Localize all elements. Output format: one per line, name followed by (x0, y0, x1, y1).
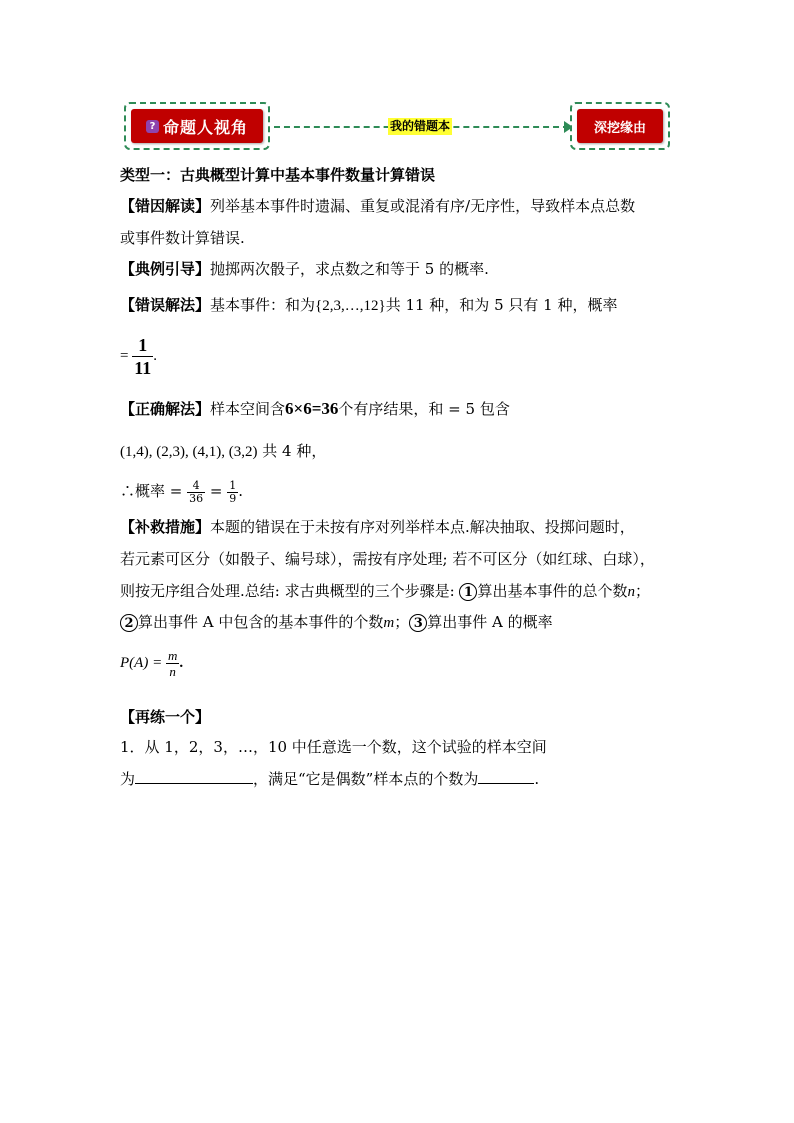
remedy-line1 (120, 517, 635, 537)
prob-end: . (238, 482, 244, 500)
wrong-fraction-num: 1 (132, 334, 153, 357)
step2-text: 算出事件 A 中包含的基本事件的个数 (138, 613, 384, 631)
practice-tag (120, 707, 210, 727)
remedy-line3 (120, 581, 650, 602)
question-icon: ? (146, 120, 159, 133)
formula-end: . (179, 654, 184, 671)
prob-fraction-2-num: 1 (229, 478, 237, 492)
formula-lhs: P(A) = (120, 654, 163, 671)
remedy-line4 (120, 612, 553, 633)
example-line (120, 259, 489, 279)
header-banner (124, 102, 670, 152)
prob-eq: = (209, 482, 223, 500)
wrong-text-a: 基本事件：和为 (210, 296, 316, 314)
practice-q2b: ，满足“它是偶数”样本点的个数为 (253, 770, 479, 788)
answer-blank-2[interactable] (478, 769, 534, 784)
step-sep-1: ； (634, 582, 650, 600)
formula-den: n (169, 664, 176, 679)
dig-reason-label (577, 109, 663, 143)
var-n: n (627, 584, 635, 600)
remedy-tag: 【补救措施】 (120, 518, 211, 536)
correct-solution-tag: 【正确解法】 (120, 400, 211, 418)
step3-marker: 3 (409, 614, 427, 632)
formula-fraction (166, 648, 179, 679)
section-title: 类型一：古典概型计算中基本事件数量计算错误 (120, 166, 436, 184)
correct-expr: 6×6=36 (285, 399, 339, 418)
author-perspective-label (131, 109, 263, 143)
author-perspective-title: 命题人视角 (162, 117, 248, 137)
prob-fraction-2 (227, 480, 238, 505)
correct-pairs-tail: 共 4 种， (262, 442, 327, 460)
author-perspective-box (124, 102, 270, 150)
practice-question-1: 1．从 1，2，3，…，10 中任意选一个数，这个试验的样本空间 (120, 738, 547, 756)
prob-fraction-2-den: 9 (229, 491, 237, 505)
practice-q2a: 为 (120, 770, 136, 788)
var-m: m (383, 615, 395, 631)
correct-pairs: (1,4), (2,3), (4,1), (3,2) (120, 444, 258, 460)
wrong-text-b: 共 11 种，和为 5 只有 1 种，概率 (385, 296, 618, 314)
example-tag: 【典例引导】 (120, 260, 211, 278)
dig-reason-title: 深挖缘由 (593, 120, 646, 136)
practice-q2c: . (534, 770, 540, 788)
answer-blank-1[interactable] (135, 769, 253, 784)
practice-question-2 (120, 769, 539, 789)
prob-prefix: ∴概率 = (120, 482, 183, 500)
mistake-notebook-label: 我的错题本 (390, 119, 451, 133)
error-reason-line1 (120, 196, 635, 216)
formula-line (120, 648, 183, 679)
prob-fraction-1 (187, 480, 205, 505)
wrong-solution-tag: 【错误解法】 (120, 296, 211, 314)
formula-num: m (167, 648, 178, 663)
wrong-set: {2,3,…,12} (315, 298, 386, 314)
wrong-eq: = (120, 347, 129, 364)
wrong-fraction-den: 11 (134, 358, 152, 378)
step-sep-2: ； (394, 613, 410, 631)
prob-fraction-1-den: 36 (189, 491, 204, 505)
correct-text-b: 个有序结果，和 = 5 包含 (338, 400, 510, 418)
dig-reason-box (570, 102, 670, 150)
correct-pairs-line (120, 441, 326, 462)
example-text: 抛掷两次骰子，求点数之和等于 5 的概率. (210, 260, 489, 278)
step3-text: 算出事件 A 的概率 (427, 613, 553, 631)
remedy-text2: 若元素可区分（如骰子、编号球），需按有序处理; 若不可区分（如红球、白球）， (120, 550, 655, 568)
remedy-text3a: 则按无序组合处理.总结: 求古典概型的三个步骤是: (120, 582, 455, 600)
step1-text: 算出基本事件的总个数 (477, 582, 628, 600)
remedy-text1: 本题的错误在于未按有序对列举样本点.解决抽取、投掷问题时， (210, 518, 635, 536)
wrong-fraction (132, 334, 153, 379)
error-reason-text1: 列举基本事件时遗漏、重复或混淆有序/无序性，导致样本点总数 (210, 197, 636, 215)
wrong-fraction-line (120, 334, 157, 379)
step2-marker: 2 (120, 614, 138, 632)
error-reason-tag: 【错因解读】 (120, 197, 211, 215)
practice-tag-text: 【再练一个】 (120, 708, 211, 726)
correct-solution-line (120, 399, 510, 419)
wrong-solution-line (120, 295, 617, 316)
prob-fraction-1-num: 4 (187, 480, 205, 493)
error-reason-text2: 或事件数计算错误. (120, 229, 245, 247)
wrong-end: . (153, 347, 157, 364)
correct-text-a: 样本空间含 (210, 400, 286, 418)
probability-line (120, 478, 243, 505)
step1-marker: 1 (459, 583, 477, 601)
